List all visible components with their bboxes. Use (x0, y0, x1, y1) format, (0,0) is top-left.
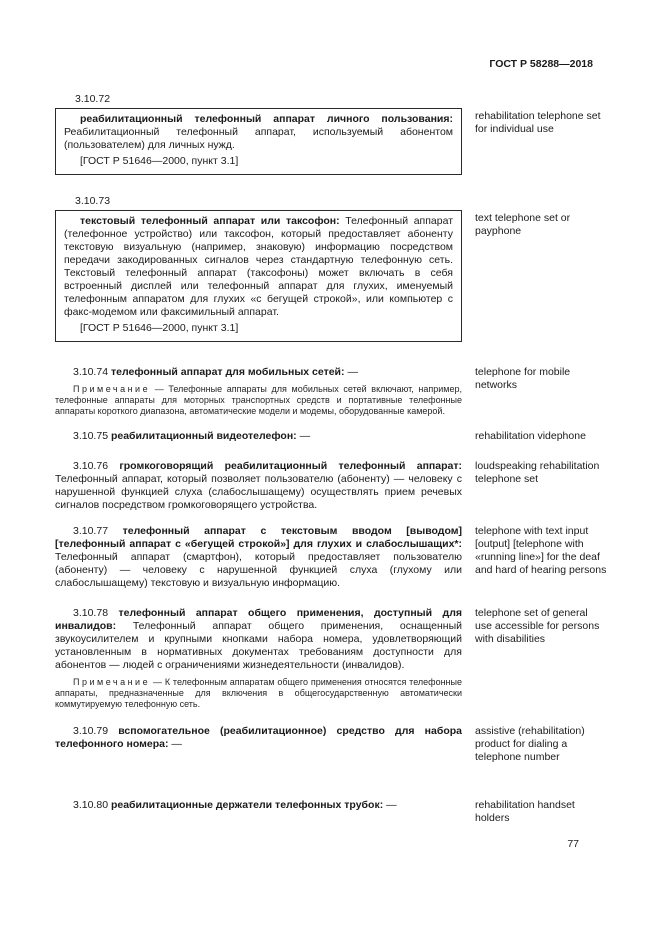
clause-number: 3.10.79 (73, 725, 109, 737)
term-entry-3-10-76 (55, 460, 609, 512)
definition-paragraph (55, 430, 462, 443)
clause-number: 3.10.80 (73, 799, 109, 811)
entry-main (55, 366, 462, 417)
note-text: — К телефонным аппаратам общего применения относятся телефонные аппараты, предназначенные для включения в общегосударственную автоматически коммутируемую телефонную сеть. (55, 677, 462, 709)
clause-number: 3.10.72 (75, 93, 111, 105)
term-entry-3-10-79 (55, 725, 609, 764)
definition-paragraph (55, 725, 462, 751)
note-label: Примечание (73, 677, 151, 687)
term-text: громкоговорящий реабилитационный телефонный аппарат: (119, 460, 462, 472)
definition-text: — (386, 799, 397, 811)
clause-number: 3.10.74 (73, 366, 109, 378)
entry-main (55, 460, 462, 512)
clause-number: 3.10.76 (73, 460, 109, 472)
note-paragraph (55, 384, 462, 417)
clause-number: 3.10.73 (75, 195, 111, 207)
standard-code-header: ГОСТ Р 58288—2018 (489, 58, 593, 70)
term-text: реабилитационные держатели телефонных трубок: (110, 799, 384, 811)
term-entry-3-10-74 (55, 366, 609, 417)
definition-text: Телефонный аппарат общего применения, оснащенный звукоусилителем и крупными кнопками набора номера, удовлетворяющий установленным в нормативных документах требованиям доступности для абонентов — людей с ограничениями жизнедеятельности (инвалидов). (55, 620, 462, 671)
english-translation: rehabilitation videphone (475, 430, 586, 442)
entry-main (55, 607, 462, 710)
english-translation: telephone set of general use accessible for persons with disabilities (475, 607, 600, 645)
page-number: 77 (567, 838, 579, 850)
entry-main (55, 799, 462, 812)
definition-paragraph (64, 113, 453, 152)
english-translation: rehabilitation handset holders (475, 799, 575, 824)
definition-paragraph (55, 799, 462, 812)
term-entry-3-10-80 (55, 799, 609, 825)
definition-text: Телефонный аппарат (телефонное устройство) или таксофон, который предоставляет абоненту текстовую визуальную (например, знаковую) информацию посредством передачи закодированных сигналов через стандартную телефонную сеть. Текстовый телефонный аппарат (таксофоны) может включать в себя встроенный дисплей или телефонный аппарат для глухих, именуемый телефонным аппаратом для глухих «с бегущей строкой», или компьютер с факс-модемом или факсимильный аппарат. (64, 215, 454, 318)
english-translation: rehabilitation telephone set for individual use (475, 110, 601, 135)
definition-box (55, 108, 462, 175)
note-label: Примечание (73, 384, 151, 394)
term-entry-3-10-77 (55, 525, 609, 590)
definition-paragraph (64, 215, 453, 319)
entry-main (55, 725, 462, 751)
english-translation: text telephone set or payphone (475, 212, 571, 237)
term-text: телефонный аппарат общего применения, доступный для инвалидов: (55, 607, 462, 632)
term-text: реабилитационный видеотелефон: (110, 430, 297, 442)
definition-text: Телефонный аппарат, который позволяет пользователю (абоненту) — человеку с нарушенной функцией слуха (слабослышащему) осуществлять прием речевых сигналов посредством громкоговорящего устройства. (55, 473, 462, 511)
definition-text: Реабилитационный телефонный аппарат, используемый абонентом (пользователем) для личных нужд. (64, 126, 453, 151)
term-text: телефонный аппарат для мобильных сетей: (110, 366, 345, 378)
definition-text: — (299, 430, 311, 442)
definition-paragraph (55, 460, 462, 512)
note-paragraph (55, 677, 462, 710)
clause-number: 3.10.78 (73, 607, 109, 619)
term-entry-3-10-73 (55, 195, 609, 342)
entry-main (55, 525, 462, 590)
term-entry-3-10-72 (55, 93, 609, 175)
clause-number: 3.10.75 (73, 430, 109, 442)
term-text: текстовый телефонный аппарат или таксофон: (80, 215, 340, 227)
source-reference: [ГОСТ Р 51646—2000, пункт 3.1] (80, 155, 239, 167)
definition-text: Телефонный аппарат (смартфон), который предоставляет пользователю (абоненту) — человеку с нарушенной функцией слуха (глухому или слабослышащему) текстовую и визуальную информацию. (55, 551, 462, 589)
term-text: телефонный аппарат с текстовым вводом [выводом] [телефонный аппарат с «бегущей строкой»] для глухих и слабослышащих*: (55, 525, 463, 550)
term-entry-3-10-78 (55, 607, 609, 710)
entry-main (55, 93, 462, 175)
definition-text: — (171, 738, 182, 750)
definition-box (55, 210, 462, 342)
english-translation: assistive (rehabilitation) product for dialing a telephone number (475, 725, 585, 763)
clause-number: 3.10.77 (73, 525, 109, 537)
term-text: вспомогательное (реабилитационное) средство для набора телефонного номера: (55, 725, 462, 750)
term-text: реабилитационный телефонный аппарат личного пользования: (80, 113, 453, 125)
definition-paragraph (55, 525, 462, 590)
entry-main (55, 195, 462, 342)
definition-paragraph (55, 607, 462, 672)
definition-text: — (347, 366, 358, 378)
english-translation: telephone with text input [output] [telephone with «running line»] for the deaf and hard of hearing persons (475, 525, 607, 576)
english-translation: loudspeaking rehabilitation telephone set (475, 460, 600, 485)
source-reference: [ГОСТ Р 51646—2000, пункт 3.1] (80, 322, 239, 334)
english-translation: telephone for mobile networks (475, 366, 571, 391)
definition-paragraph (55, 366, 462, 379)
term-entry-3-10-75 (55, 430, 609, 443)
note-text: — Телефонные аппараты для мобильных сетей включают, например, телефонные аппараты для моторных транспортных средств и портативные телефонные аппараты короткого диапазона, автоматические модели и модемы, оборудованные камерой. (55, 384, 462, 416)
entry-main (55, 430, 462, 443)
